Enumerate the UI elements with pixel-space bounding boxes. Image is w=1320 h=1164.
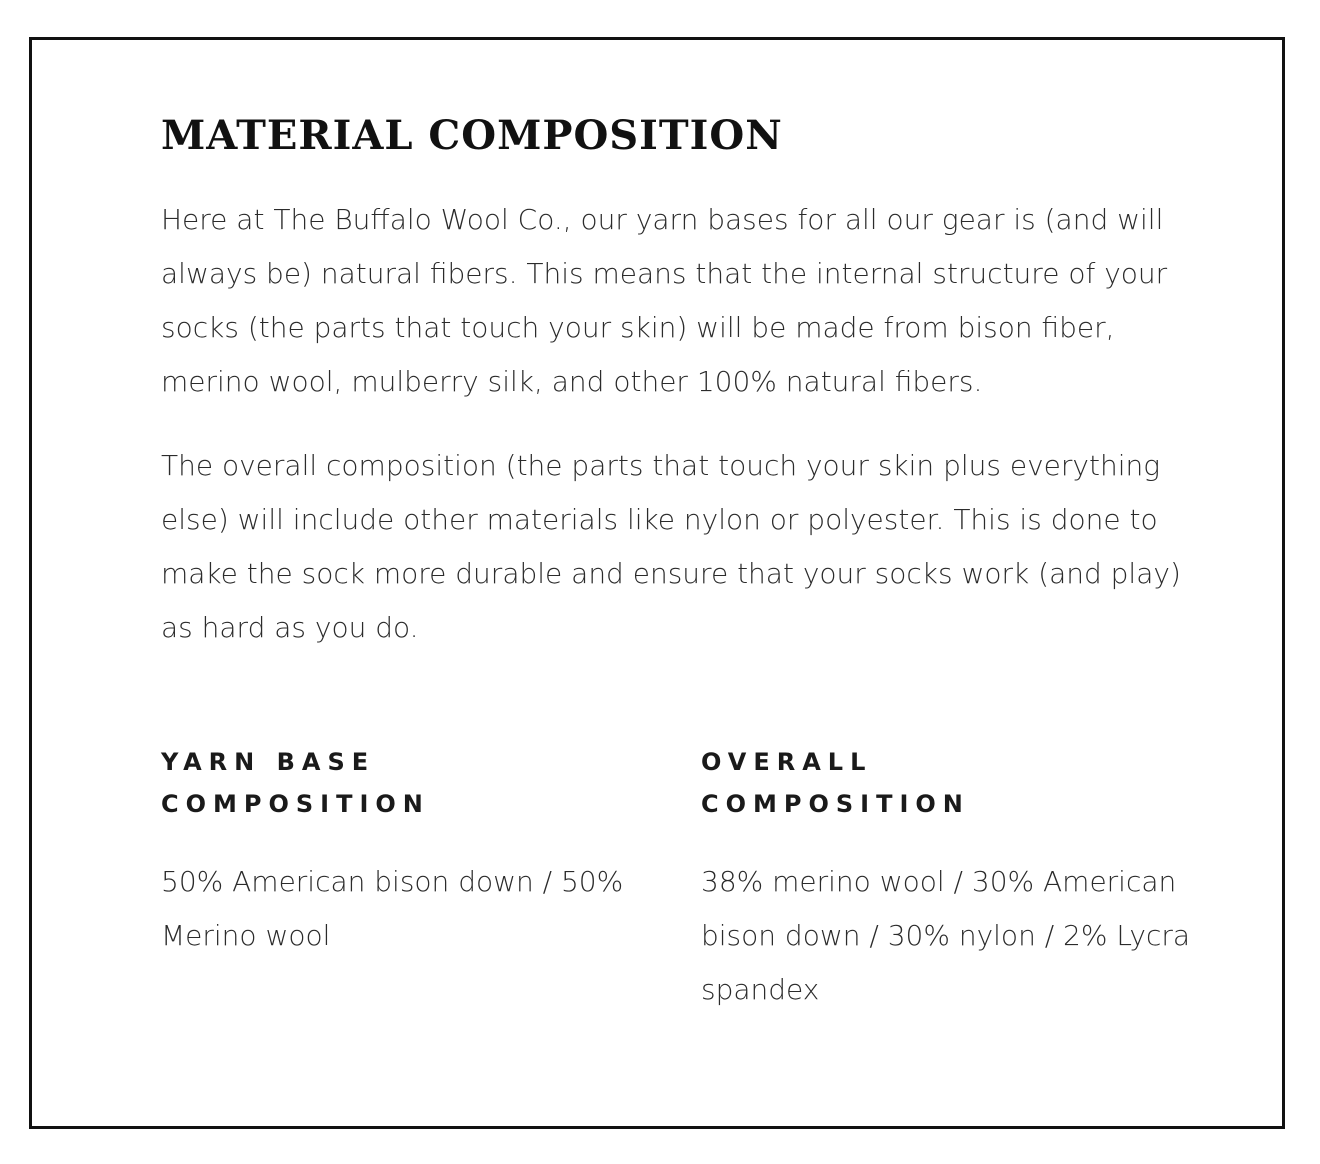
composition-paragraph: The overall composition (the parts that touch your skin plus everything else) will include other materials like nylon or polyester. This is done to make the sock more durable and ensure that your socks work (and play) as hard as you do.: [161, 449, 1181, 644]
overall-heading-line1: OVERALL: [701, 748, 873, 776]
yarn-base-heading-line2: COMPOSITION: [161, 790, 430, 818]
overall-column: [701, 741, 1191, 1017]
overall-heading: [701, 741, 1191, 825]
overall-heading-line2: COMPOSITION: [701, 790, 970, 818]
yarn-base-heading: [161, 741, 701, 825]
overall-text: 38% merino wool / 30% American bison down / 30% nylon / 2% Lycra spandex: [701, 865, 1191, 1006]
composition-columns: [161, 741, 1191, 1017]
yarn-base-text: 50% American bison down / 50% Merino wool: [161, 865, 624, 952]
intro-paragraph: Here at The Buffalo Wool Co., our yarn bases for all our gear is (and will always be) natural fibers. This means that the internal structure of your socks (the parts that touch your skin) will be made from bison fiber, merino wool, mulberry silk, and other 100% natural fibers.: [161, 203, 1168, 398]
yarn-base-column: [161, 741, 701, 1017]
material-composition-section: [161, 112, 1191, 1017]
section-title: MATERIAL COMPOSITION: [161, 112, 783, 159]
yarn-base-heading-line1: YARN BASE: [161, 748, 376, 776]
